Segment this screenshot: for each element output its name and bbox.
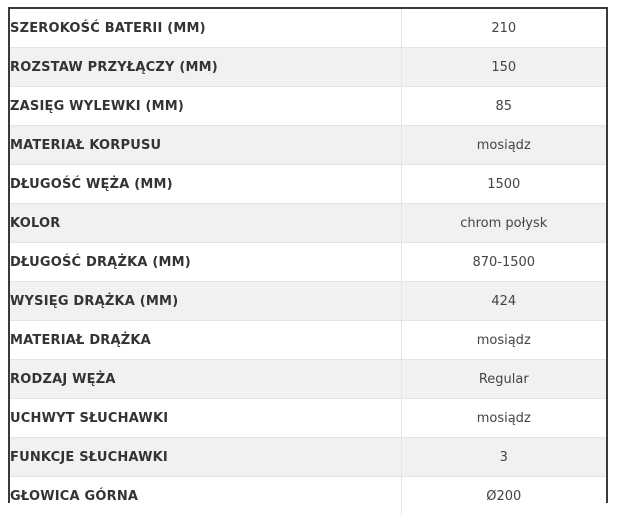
- spec-label: KOLOR: [10, 204, 401, 243]
- spec-label: SZEROKOŚĆ BATERII (MM): [10, 9, 401, 48]
- spec-label: WYSIĘG DRĄŻKA (MM): [10, 282, 401, 321]
- table-row: [10, 321, 606, 360]
- spec-value: 3: [401, 438, 606, 477]
- spec-label: MATERIAŁ DRĄŻKA: [10, 321, 401, 360]
- spec-value: chrom połysk: [401, 204, 606, 243]
- spec-label: ROZSTAW PRZYŁĄCZY (MM): [10, 48, 401, 87]
- spec-value: mosiądz: [401, 399, 606, 438]
- spec-value: 1500: [401, 165, 606, 204]
- spec-label: GŁOWICA GÓRNA: [10, 477, 401, 515]
- table-row: [10, 282, 606, 321]
- table-row: [10, 126, 606, 165]
- spec-label: DŁUGOŚĆ WĘŻA (MM): [10, 165, 401, 204]
- spec-value: 85: [401, 87, 606, 126]
- spec-value: mosiądz: [401, 321, 606, 360]
- spec-label: UCHWYT SŁUCHAWKI: [10, 399, 401, 438]
- spec-value: 210: [401, 9, 606, 48]
- spec-label: ZASIĘG WYLEWKI (MM): [10, 87, 401, 126]
- table-row: [10, 204, 606, 243]
- spec-table-frame: [8, 7, 608, 503]
- spec-value: 150: [401, 48, 606, 87]
- spec-value: 870-1500: [401, 243, 606, 282]
- table-row: [10, 360, 606, 399]
- table-row: [10, 477, 606, 515]
- spec-label: RODZAJ WĘŻA: [10, 360, 401, 399]
- spec-value: mosiądz: [401, 126, 606, 165]
- spec-label: MATERIAŁ KORPUSU: [10, 126, 401, 165]
- spec-value: 424: [401, 282, 606, 321]
- table-row: [10, 165, 606, 204]
- spec-label: FUNKCJE SŁUCHAWKI: [10, 438, 401, 477]
- table-row: [10, 48, 606, 87]
- spec-label: DŁUGOŚĆ DRĄŻKA (MM): [10, 243, 401, 282]
- table-row: [10, 87, 606, 126]
- table-row: [10, 9, 606, 48]
- table-row: [10, 243, 606, 282]
- spec-value: Ø200: [401, 477, 606, 515]
- spec-value: Regular: [401, 360, 606, 399]
- table-row: [10, 399, 606, 438]
- table-row: [10, 438, 606, 477]
- spec-table: [10, 9, 606, 515]
